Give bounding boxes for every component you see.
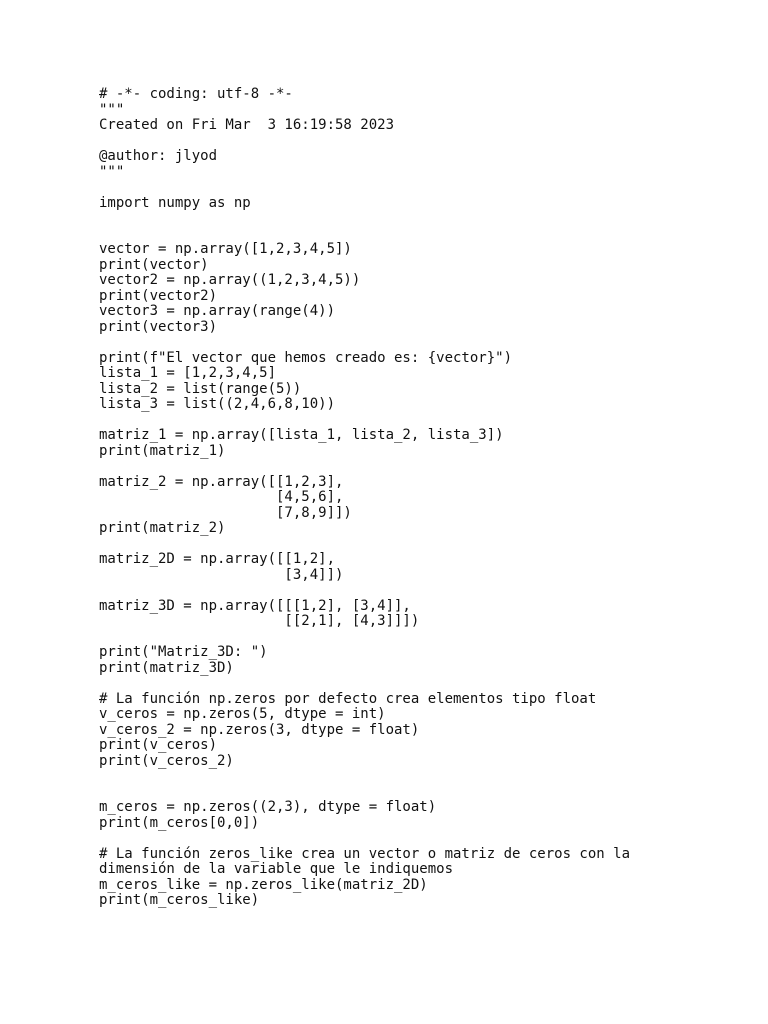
code-line: print(vector2) [99,287,218,304]
code-line: # La función zeros_like crea un vector o matriz de ceros con la [99,845,631,862]
code-line: m_ceros = np.zeros((2,3), dtype = float) [99,799,437,815]
code-line: matriz_2 = np.array([[1,2,3], [99,473,344,490]
code-line [99,785,630,801]
code-line: m_ceros_like = np.zeros_like(matriz_2D) [99,876,428,893]
code-line: print(v_ceros_2) [99,752,234,769]
code-line [99,134,630,150]
code-line: print(vector) [99,256,209,273]
code-line [99,630,630,646]
code-line [99,537,630,553]
code-line: print(m_ceros_like) [99,892,260,908]
code-line [99,335,630,351]
code-line [99,459,630,475]
code-line: print(matriz_2) [99,520,226,536]
code-line: dimensión de la variable que le indiquemos [99,861,454,877]
code-line: lista_3 = list((2,4,6,8,10)) [99,396,336,412]
code-line: # -*- coding: utf-8 -*- [99,86,293,102]
code-line: v_ceros = np.zeros(5, dtype = int) [99,706,386,722]
code-line: print("Matriz_3D: ") [99,644,268,660]
code-line: # La función np.zeros por defecto crea elementos tipo float [99,690,597,707]
code-block [99,87,630,909]
code-line: [[2,1], [4,3]]]) [99,613,420,629]
code-line: """ [99,101,125,118]
code-line: matriz_3D = np.array([[[1,2], [3,4]], [99,597,411,614]
code-line: print(m_ceros[0,0]) [99,814,260,831]
code-line: print(vector3) [99,318,218,335]
code-line: import numpy as np [99,194,251,211]
code-line: lista_2 = list(range(5)) [99,380,302,397]
code-line: matriz_1 = np.array([lista_1, lista_2, lista_3]) [99,427,504,443]
code-line: print(f"El vector que hemos creado es: {vector}") [99,349,513,366]
code-line: matriz_2D = np.array([[1,2], [99,551,336,567]
code-line: [7,8,9]]) [99,504,352,521]
code-line: Created on Fri Mar 3 16:19:58 2023 [99,117,395,133]
code-line: [3,4]]) [99,566,344,583]
code-line [99,227,630,243]
code-line: @author: jlyod [99,148,218,164]
code-line: [4,5,6], [99,489,344,505]
code-line: print(v_ceros) [99,737,218,753]
code-line [99,831,630,847]
code-line [99,769,630,785]
code-line: print(matriz_3D) [99,659,234,676]
code-line [99,180,630,196]
code-line: vector3 = np.array(range(4)) [99,303,336,319]
code-line [99,583,630,599]
code-line [99,211,630,227]
code-line: v_ceros_2 = np.zeros(3, dtype = float) [99,721,420,738]
code-line: """ [99,163,125,180]
code-line: lista_1 = [1,2,3,4,5] [99,365,277,381]
code-line [99,676,630,692]
code-line: vector2 = np.array((1,2,3,4,5)) [99,272,361,288]
code-line: vector = np.array([1,2,3,4,5]) [99,241,352,257]
code-line [99,413,630,429]
code-line: print(matriz_1) [99,442,226,459]
